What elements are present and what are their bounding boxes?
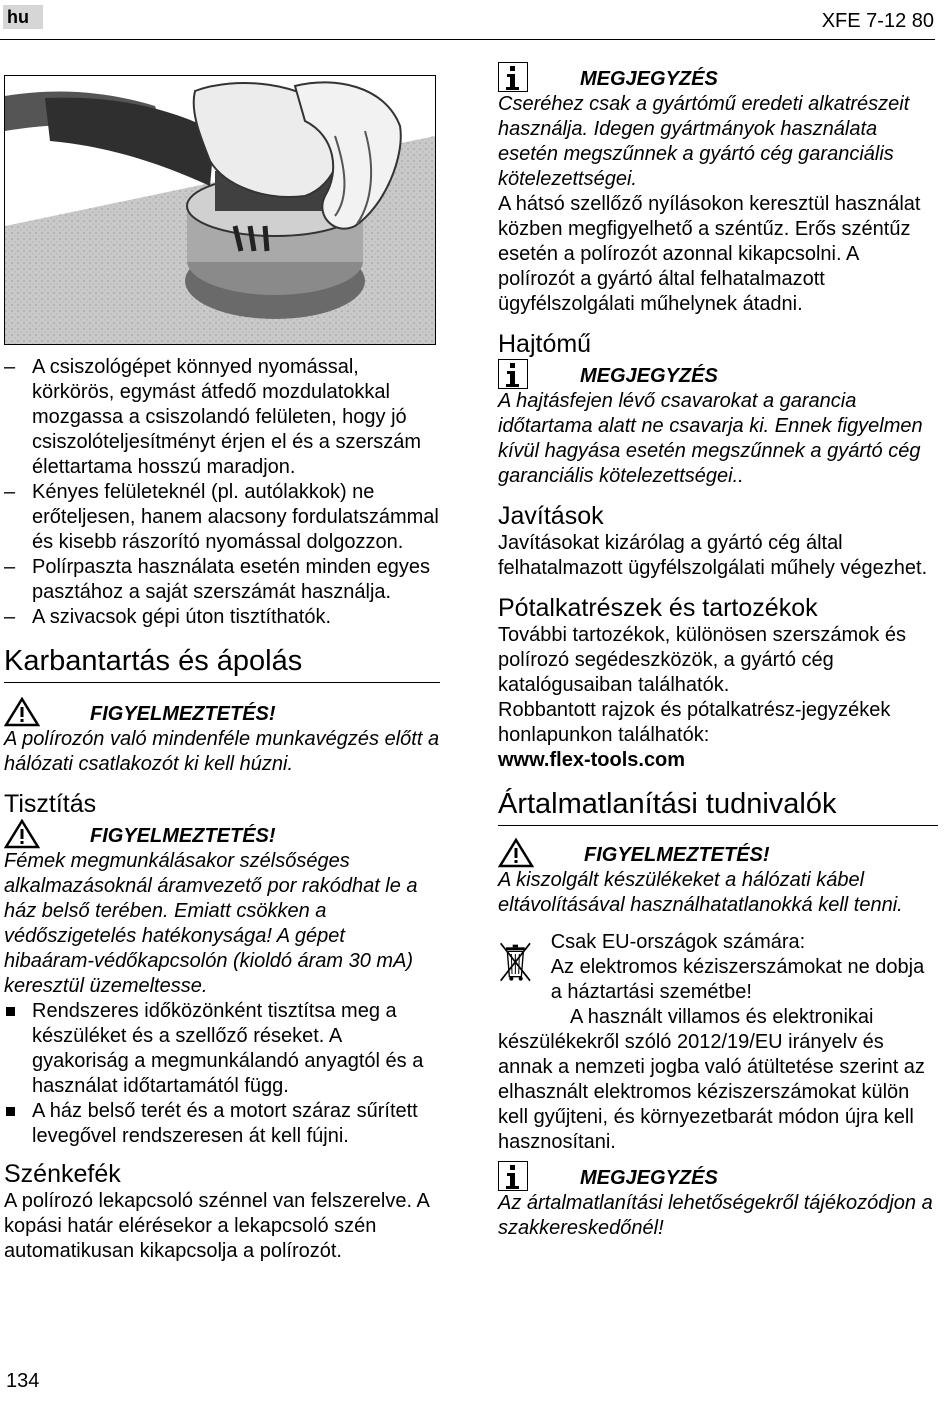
- note-title: MEGJEGYZÉS: [580, 1167, 718, 1189]
- cleaning-warning: [4, 819, 440, 849]
- weee-block: [498, 930, 938, 1005]
- usage-list: [4, 355, 440, 630]
- brush-text: A polírozó lekapcsoló szénnel van felszerelve. A kopási határ elérésekor a lekapcsoló szén automatikusan kikapcsolja a polírozót.: [4, 1190, 429, 1262]
- repair-text: Javításokat kizárólag a gyártó cég által felhatalmazott ügyfélszolgálati műhely végezhet.: [498, 532, 928, 579]
- usage-item: – Polírpaszta használata esetén minden egyes pasztához a saját szerszámát használja.: [4, 555, 440, 605]
- disposal-warning: [498, 838, 938, 868]
- info-icon: [498, 359, 528, 389]
- note-gear: [498, 359, 938, 389]
- note-replacement-text: Cseréhez csak a gyártómű eredeti alkatrészeit használja. Idegen gyártmányok használata esetén megszűnnek a gyártó cég garanciális kötelezettségei.: [498, 93, 910, 190]
- gear-heading: Hajtómű: [498, 330, 592, 358]
- parts-heading: Pótalkatrészek és tartozékok: [498, 594, 818, 622]
- cleaning-warning-text: Fémek megmunkálásakor szélsőséges alkalmazásoknál áramvezető por rakódhat le a ház belső terében. Emiatt csökken a védőszigetelés hatékonysága! A gépet hibaáram-védőkapcsolón (kioldó áram 30 mA) keresztül üzemeltesse.: [4, 850, 418, 997]
- cleaning-item: A ház belső terét és a motort száraz sűrített levegővel rendszeresen át kell fújni.: [4, 1099, 440, 1149]
- page-number: 134: [6, 1370, 40, 1392]
- brush-heading: Szénkefék: [4, 1160, 121, 1188]
- info-icon: [498, 1161, 528, 1191]
- warning-triangle-icon: [4, 819, 40, 849]
- warning-title: FIGYELMEZTETÉS!: [90, 825, 276, 847]
- disposal-heading: Ártalmatlanítási tudnivalók: [498, 787, 938, 826]
- language-tag: hu: [3, 5, 43, 29]
- eu-title: Csak EU-országok számára:: [550, 931, 806, 953]
- cleaning-heading: Tisztítás: [4, 790, 97, 818]
- note-replacement: [498, 62, 938, 92]
- note-disposal-text: Az ártalmatlanítási lehetőségekről tájékozódjon a szakkereskedőnél!: [498, 1192, 933, 1239]
- note-disposal: [498, 1161, 938, 1191]
- note-title: MEGJEGYZÉS: [580, 68, 718, 90]
- warning-triangle-icon: [498, 838, 534, 868]
- polisher-illustration: [4, 75, 436, 345]
- info-icon: [498, 62, 528, 92]
- warning-triangle-icon: [4, 697, 40, 727]
- usage-item: – Kényes felületeknél (pl. autólakkok) ne erőteljesen, hanem alacsony fordulatszámmal és kisebb rászorító nyomással dolgozzon.: [4, 480, 440, 555]
- crossed-bin-icon: [498, 930, 533, 994]
- maintenance-heading: Karbantartás és ápolás: [4, 644, 440, 683]
- note-gear-text: A hajtásfejen lévő csavarokat a garancia időtartama alatt ne csavarja ki. Ennek figyelmen kívül hagyása esetén megszűnnek a gyártó cég garanciális kötelezettségei..: [498, 390, 923, 487]
- vent-text: A hátsó szellőző nyílásokon keresztül használat közben megfigyelhető a széntűz. Erős széntűz esetén a polírozót azonnal kikapcsolni. A polírozót a gyártó által felhatalmazott ügyfélszolgálati műhelynek átadni.: [498, 193, 921, 315]
- left-column: [4, 75, 440, 1264]
- repair-heading: Javítások: [498, 502, 604, 530]
- disposal-warning-text: A kiszolgált készülékeket a hálózati kábel eltávolításával használhatatlanokká kell tenni.: [498, 869, 903, 916]
- cleaning-item: Rendszeres időközönként tisztítsa meg a készüléket és a szellőző réseket. A gyakoriság a megmunkálandó anyagtól és a használat időtartamától függ.: [4, 999, 440, 1099]
- parts-text-2: Robbantott rajzok és pótalkatrész-jegyzékek honlapunkon találhatók:: [498, 699, 891, 746]
- warning-title: FIGYELMEZTETÉS!: [90, 703, 276, 725]
- eu-text: Az elektromos kéziszerszámokat ne dobja a háztartási szemétbe!: [550, 956, 925, 1003]
- maintenance-warning-text: A polírozón való mindenféle munkavégzés előtt a hálózati csatlakozót ki kell húzni.: [4, 728, 440, 775]
- model-number: XFE 7-12 80: [821, 10, 934, 32]
- polisher-drawing: [5, 76, 435, 344]
- right-column: [498, 62, 938, 1241]
- tool-body: [45, 98, 215, 186]
- cleaning-list: [4, 999, 440, 1149]
- warning-title: FIGYELMEZTETÉS!: [584, 844, 770, 866]
- parts-text: További tartozékok, különösen szerszámok és polírozó segédeszközök, a gyártó cég katalógusaiban találhatók.: [498, 624, 906, 696]
- website-link[interactable]: www.flex-tools.com: [498, 749, 686, 771]
- eu-directive-text: A használt villamos és elektronikai készülékekről szóló 2012/19/EU irányelv és annak a nemzeti jogba való átültetése szerint az elhasznált elektromos kéziszerszámokat külön kell gyűjteni, és környezetbarát módon újra kell hasznosítani.: [498, 1006, 925, 1153]
- weee-text: [551, 930, 938, 1005]
- header-rule: [0, 39, 935, 40]
- note-title: MEGJEGYZÉS: [580, 365, 718, 387]
- maintenance-warning: [4, 697, 440, 727]
- usage-item: – A csiszológépet könnyed nyomással, körkörös, egymást átfedő mozdulatokkal mozgassa a csiszolandó felületen, hogy jó csiszolóteljesítményt érjen el és a szerszám élettartama hosszú maradjon.: [4, 355, 440, 480]
- usage-item: – A szivacsok gépi úton tisztíthatók.: [4, 605, 440, 630]
